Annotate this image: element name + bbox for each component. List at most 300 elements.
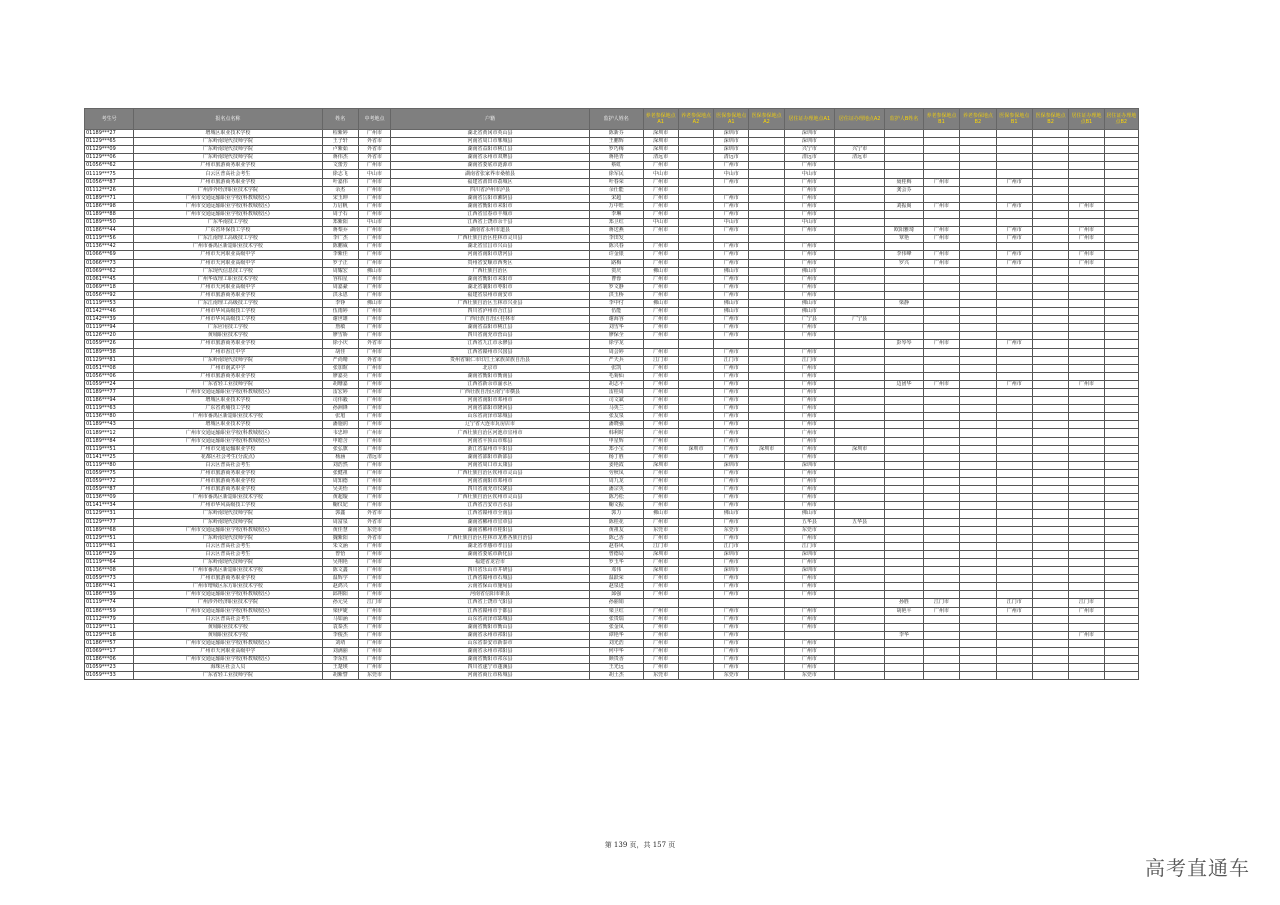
- table-cell: [1104, 575, 1138, 583]
- table-cell: [1104, 348, 1138, 356]
- table-cell: [1069, 186, 1104, 194]
- table-cell: [1104, 445, 1138, 453]
- table-cell: 广州市: [358, 194, 390, 202]
- table-cell: 广州市: [358, 607, 390, 615]
- table-cell: 广东省黄埔技工学校: [134, 405, 322, 413]
- table-cell: [1032, 445, 1068, 453]
- table-cell: 广州市: [714, 583, 749, 591]
- table-cell: [996, 421, 1032, 429]
- table-cell: [996, 308, 1032, 316]
- table-cell: 万启帆: [322, 202, 358, 210]
- table-cell: 广州市: [643, 405, 678, 413]
- table-cell: 广州市: [358, 243, 390, 251]
- table-cell: 万中旺: [590, 202, 644, 210]
- table-cell: 广州市: [714, 291, 749, 299]
- table-row: [85, 162, 1139, 170]
- table-cell: 01069***62: [85, 267, 134, 275]
- table-cell: 中山市: [643, 170, 678, 178]
- table-cell: [835, 283, 885, 291]
- table-cell: 湖南省郴州市桂阳县: [391, 526, 590, 534]
- table-cell: [1104, 518, 1138, 526]
- table-cell: [1104, 316, 1138, 324]
- table-row: [85, 130, 1139, 138]
- table-cell: [996, 364, 1032, 372]
- table-cell: 广州市: [714, 615, 749, 623]
- table-cell: 陈文鑫: [322, 567, 358, 575]
- table-cell: 广州市: [358, 235, 390, 243]
- table-cell: [678, 372, 713, 380]
- table-cell: [885, 469, 924, 477]
- table-cell: [1104, 154, 1138, 162]
- table-cell: [885, 397, 924, 405]
- table-cell: [835, 340, 885, 348]
- table-cell: 广州市: [358, 251, 390, 259]
- table-cell: [835, 599, 885, 607]
- table-cell: [885, 575, 924, 583]
- table-cell: 广州市旅游商务职业学校: [134, 575, 322, 583]
- table-row: [85, 356, 1139, 364]
- table-cell: 深圳市: [643, 130, 678, 138]
- table-cell: [885, 413, 924, 421]
- table-cell: 01059***24: [85, 380, 134, 388]
- table-row: [85, 291, 1139, 299]
- table-cell: 刘光浩: [590, 639, 644, 647]
- table-cell: 广州市: [358, 413, 390, 421]
- table-cell: [1032, 340, 1068, 348]
- table-cell: [885, 486, 924, 494]
- table-cell: [1104, 227, 1138, 235]
- table-cell: 洪玉桥: [590, 291, 644, 299]
- table-cell: [1104, 219, 1138, 227]
- table-cell: [1032, 494, 1068, 502]
- table-cell: [1069, 316, 1104, 324]
- table-cell: 王光远: [590, 664, 644, 672]
- table-cell: 潘施润: [322, 421, 358, 429]
- table-cell: 广州市: [784, 389, 834, 397]
- table-cell: [1104, 478, 1138, 486]
- table-cell: 01059***87: [85, 486, 134, 494]
- table-cell: [1069, 162, 1104, 170]
- table-cell: 广州市: [714, 631, 749, 639]
- table-cell: 广东岭南现代技师学院: [134, 558, 322, 566]
- table-cell: 广州市旅游商务职业学校: [134, 469, 322, 477]
- table-cell: 广州市: [714, 332, 749, 340]
- table-cell: [1069, 372, 1104, 380]
- table-cell: 01142***46: [85, 308, 134, 316]
- table-cell: [885, 518, 924, 526]
- table-cell: [1104, 421, 1138, 429]
- table-cell: 广州涉外经济职业技术学院: [134, 186, 322, 194]
- table-cell: [1069, 656, 1104, 664]
- header-cell: 监护人姓名: [590, 109, 644, 130]
- table-cell: [749, 138, 784, 146]
- table-cell: [923, 146, 959, 154]
- table-cell: 广州市: [358, 259, 390, 267]
- table-cell: [923, 194, 959, 202]
- table-cell: 兴宁市: [835, 146, 885, 154]
- table-cell: [1032, 372, 1068, 380]
- table-cell: [749, 251, 784, 259]
- table-cell: 广州市: [358, 324, 390, 332]
- table-cell: 01136***42: [85, 243, 134, 251]
- table-cell: [923, 437, 959, 445]
- table-cell: 广州市: [784, 283, 834, 291]
- table-cell: [996, 639, 1032, 647]
- table-cell: [835, 324, 885, 332]
- table-cell: 广州市: [714, 389, 749, 397]
- table-row: [85, 227, 1139, 235]
- table-cell: 程紫婷: [322, 130, 358, 138]
- table-cell: 广州市旅游商务职业学校: [134, 372, 322, 380]
- table-cell: [749, 291, 784, 299]
- table-cell: [749, 469, 784, 477]
- table-cell: [960, 130, 996, 138]
- table-cell: 广州市香江中学: [134, 348, 322, 356]
- table-cell: [678, 664, 713, 672]
- table-cell: [749, 146, 784, 154]
- table-cell: [960, 219, 996, 227]
- table-cell: 中山市: [784, 170, 834, 178]
- table-cell: 广州市: [714, 210, 749, 218]
- table-cell: [749, 332, 784, 340]
- table-cell: [835, 575, 885, 583]
- table-cell: 广西壮族自治区: [391, 267, 590, 275]
- table-cell: [1069, 526, 1104, 534]
- table-cell: [1069, 308, 1104, 316]
- table-cell: 广州市: [784, 494, 834, 502]
- table-cell: [923, 186, 959, 194]
- table-cell: 胡紫譬: [322, 672, 358, 680]
- table-cell: 广州市: [923, 340, 959, 348]
- table-cell: 01119***74: [85, 599, 134, 607]
- table-cell: 湖南省益阳市桃江县: [391, 324, 590, 332]
- table-cell: [960, 178, 996, 186]
- table-cell: 广州市: [358, 550, 390, 558]
- table-cell: 广州市: [1069, 202, 1104, 210]
- header-cell: 居住证办理地点B2: [1104, 109, 1138, 130]
- table-cell: 周会婷: [590, 348, 644, 356]
- table-cell: [678, 267, 713, 275]
- table-cell: [784, 340, 834, 348]
- watermark-logo: 高考直通车: [1145, 856, 1250, 880]
- table-cell: [923, 364, 959, 372]
- table-cell: [923, 413, 959, 421]
- table-row: [85, 437, 1139, 445]
- table-cell: 广州市: [358, 461, 390, 469]
- table-cell: [749, 364, 784, 372]
- table-cell: [923, 210, 959, 218]
- table-cell: 福建省龙岩市: [391, 558, 590, 566]
- table-cell: 广州市: [784, 445, 834, 453]
- table-cell: 东莞市: [643, 672, 678, 680]
- table-cell: 潘晓强: [590, 421, 644, 429]
- table-cell: 张金凤: [590, 623, 644, 631]
- table-cell: [885, 648, 924, 656]
- table-cell: 01129***51: [85, 534, 134, 542]
- table-cell: [1104, 194, 1138, 202]
- table-cell: 深圳市: [835, 445, 885, 453]
- header-cell: 医保参保地点A2: [749, 109, 784, 130]
- table-cell: 01119***80: [85, 461, 134, 469]
- table-cell: 边团华: [885, 380, 924, 388]
- table-cell: 广州市: [643, 486, 678, 494]
- table-cell: [923, 502, 959, 510]
- table-cell: 01069***17: [85, 648, 134, 656]
- table-cell: [1069, 219, 1104, 227]
- table-cell: [749, 591, 784, 599]
- table-cell: 张友泉: [590, 413, 644, 421]
- table-cell: [960, 170, 996, 178]
- table-cell: [749, 275, 784, 283]
- table-cell: [1032, 154, 1068, 162]
- table-cell: 广东岭南现代技师学院: [134, 510, 322, 518]
- table-cell: 孙元昊: [322, 599, 358, 607]
- table-cell: [923, 656, 959, 664]
- table-cell: 广州市: [1069, 607, 1104, 615]
- table-cell: 刘雪华: [590, 324, 644, 332]
- table-cell: [835, 130, 885, 138]
- table-cell: 广州市: [714, 202, 749, 210]
- table-cell: 广州市华风高级技工学校: [134, 308, 322, 316]
- table-cell: [1032, 235, 1068, 243]
- table-row: [85, 583, 1139, 591]
- table-cell: [835, 138, 885, 146]
- table-cell: [1032, 227, 1068, 235]
- table-cell: [749, 356, 784, 364]
- table-cell: [960, 664, 996, 672]
- table-cell: 广州市交通运输职业学校(科教城校区): [134, 607, 322, 615]
- header-cell: 居住证办理地点A2: [835, 109, 885, 130]
- table-cell: 江门市: [996, 599, 1032, 607]
- table-cell: 周耀宏: [322, 267, 358, 275]
- table-cell: [749, 186, 784, 194]
- table-cell: [749, 130, 784, 138]
- table-cell: 广州市: [784, 348, 834, 356]
- table-cell: 01059***33: [85, 672, 134, 680]
- table-cell: [960, 372, 996, 380]
- table-cell: 广州市: [784, 162, 834, 170]
- table-cell: [1032, 648, 1068, 656]
- table-cell: [923, 631, 959, 639]
- table-cell: [960, 324, 996, 332]
- table-cell: [923, 348, 959, 356]
- table-cell: [835, 461, 885, 469]
- table-cell: [1032, 639, 1068, 647]
- table-cell: [1069, 178, 1104, 186]
- table-cell: [749, 429, 784, 437]
- header-cell: 姓名: [322, 109, 358, 130]
- table-cell: [835, 550, 885, 558]
- table-cell: [885, 162, 924, 170]
- table-cell: 兴宁市: [784, 146, 834, 154]
- table-cell: 李紫佳: [322, 251, 358, 259]
- table-cell: [1104, 389, 1138, 397]
- table-cell: [1069, 453, 1104, 461]
- table-cell: [1069, 445, 1104, 453]
- table-cell: 01129***81: [85, 356, 134, 364]
- table-cell: [678, 308, 713, 316]
- table-cell: 01112***26: [85, 186, 134, 194]
- table-cell: [996, 316, 1032, 324]
- table-cell: [1032, 429, 1068, 437]
- table-cell: 郑卫红: [590, 219, 644, 227]
- table-cell: 赵泉进: [590, 583, 644, 591]
- table-cell: [643, 340, 678, 348]
- table-cell: [885, 615, 924, 623]
- table-cell: [1104, 291, 1138, 299]
- table-cell: 广州市: [643, 308, 678, 316]
- table-cell: [960, 510, 996, 518]
- table-cell: 文蕾芳: [322, 162, 358, 170]
- table-cell: 广州市: [358, 494, 390, 502]
- table-cell: [885, 437, 924, 445]
- table-cell: [835, 502, 885, 510]
- table-cell: 广州市: [643, 162, 678, 170]
- table-cell: 广州市: [643, 558, 678, 566]
- table-cell: 韩利时: [590, 429, 644, 437]
- table-cell: 01056***06: [85, 372, 134, 380]
- table-cell: [749, 478, 784, 486]
- table-cell: [678, 316, 713, 324]
- table-cell: [960, 146, 996, 154]
- table-cell: 广州市: [643, 429, 678, 437]
- table-cell: [678, 275, 713, 283]
- table-cell: [749, 413, 784, 421]
- table-cell: [960, 550, 996, 558]
- table-cell: [885, 558, 924, 566]
- table-cell: 广州市: [714, 243, 749, 251]
- table-cell: 广州市: [996, 607, 1032, 615]
- table-cell: [996, 219, 1032, 227]
- table-cell: [1069, 502, 1104, 510]
- table-cell: [885, 478, 924, 486]
- table-cell: [749, 648, 784, 656]
- table-cell: [1069, 170, 1104, 178]
- table-cell: 01059***75: [85, 469, 134, 477]
- table-cell: 江门市: [784, 356, 834, 364]
- table-cell: [835, 494, 885, 502]
- table-cell: 广宁县: [784, 316, 834, 324]
- table-cell: [960, 623, 996, 631]
- table-cell: 湖南省永州市双牌县: [391, 154, 590, 162]
- table-cell: 广州市: [358, 397, 390, 405]
- table-cell: [749, 219, 784, 227]
- table-row: [85, 380, 1139, 388]
- table-cell: 广州市: [784, 372, 834, 380]
- table-cell: 广州市: [714, 518, 749, 526]
- table-cell: [749, 550, 784, 558]
- table-cell: [960, 591, 996, 599]
- table-cell: [678, 615, 713, 623]
- table-cell: 王楚瑛: [322, 664, 358, 672]
- table-cell: [749, 656, 784, 664]
- table-cell: [678, 162, 713, 170]
- table-cell: 温跃荣: [590, 575, 644, 583]
- table-cell: 徐小庆: [322, 340, 358, 348]
- table-cell: [1032, 502, 1068, 510]
- table-cell: [1104, 429, 1138, 437]
- table-cell: 郭鑫: [322, 510, 358, 518]
- table-cell: [835, 429, 885, 437]
- table-cell: 广州市: [784, 607, 834, 615]
- table-cell: [1104, 461, 1138, 469]
- table-cell: 广州市: [358, 542, 390, 550]
- table-cell: [835, 397, 885, 405]
- table-cell: [1069, 518, 1104, 526]
- table-cell: [996, 461, 1032, 469]
- table-cell: 孙丽娟: [590, 599, 644, 607]
- table-cell: 深圳市: [714, 146, 749, 154]
- table-cell: 广州市: [784, 656, 834, 664]
- table-cell: [749, 437, 784, 445]
- table-cell: [1104, 672, 1138, 680]
- table-cell: [885, 324, 924, 332]
- table-cell: 路梅: [590, 259, 644, 267]
- table-cell: 深圳市: [714, 567, 749, 575]
- table-cell: [923, 324, 959, 332]
- table-cell: [749, 583, 784, 591]
- table-cell: [996, 445, 1032, 453]
- table-cell: [923, 648, 959, 656]
- table-cell: [996, 397, 1032, 405]
- table-cell: 廖雪娇: [322, 332, 358, 340]
- table-cell: [749, 235, 784, 243]
- table-cell: 广州市: [358, 639, 390, 647]
- table-cell: 广东岭南现代技师学院: [134, 518, 322, 526]
- table-cell: 01129***65: [85, 138, 134, 146]
- table-cell: [835, 623, 885, 631]
- table-row: [85, 340, 1139, 348]
- table-cell: [960, 291, 996, 299]
- table-cell: [1069, 567, 1104, 575]
- table-cell: 中山市: [358, 170, 390, 178]
- table-cell: [1104, 623, 1138, 631]
- table-cell: [1032, 138, 1068, 146]
- table-cell: [1069, 583, 1104, 591]
- table-cell: [835, 413, 885, 421]
- table-cell: [996, 243, 1032, 251]
- table-cell: 广东华南技工学校: [134, 219, 322, 227]
- table-cell: 赵春风: [590, 542, 644, 550]
- table-cell: [885, 316, 924, 324]
- table-cell: 广州市旅游商务职业学校: [134, 291, 322, 299]
- table-cell: 河南省邵阳市隆回县: [391, 405, 590, 413]
- table-cell: [923, 672, 959, 680]
- table-cell: 广宁县: [835, 316, 885, 324]
- table-cell: [885, 664, 924, 672]
- table-cell: [1069, 356, 1104, 364]
- table-cell: 广州市: [996, 227, 1032, 235]
- table-cell: 胡艳平: [885, 607, 924, 615]
- table-cell: 白云区普高社会考生: [134, 461, 322, 469]
- table-cell: 谢世雄: [322, 316, 358, 324]
- table-cell: [678, 429, 713, 437]
- table-cell: 广州市: [996, 340, 1032, 348]
- table-cell: 曾德局: [590, 550, 644, 558]
- table-cell: [960, 283, 996, 291]
- table-cell: [1069, 648, 1104, 656]
- table-cell: 佛山市: [714, 267, 749, 275]
- table-cell: [749, 518, 784, 526]
- table-cell: 01059***26: [85, 340, 134, 348]
- table-cell: 许金银: [590, 251, 644, 259]
- table-cell: 江门市: [1069, 599, 1104, 607]
- table-cell: 广州市交通运输职业学校(科教城校区): [134, 526, 322, 534]
- table-cell: [996, 283, 1032, 291]
- table-cell: 深圳市: [784, 567, 834, 575]
- table-cell: 广州市: [643, 648, 678, 656]
- table-cell: 01141***34: [85, 502, 134, 510]
